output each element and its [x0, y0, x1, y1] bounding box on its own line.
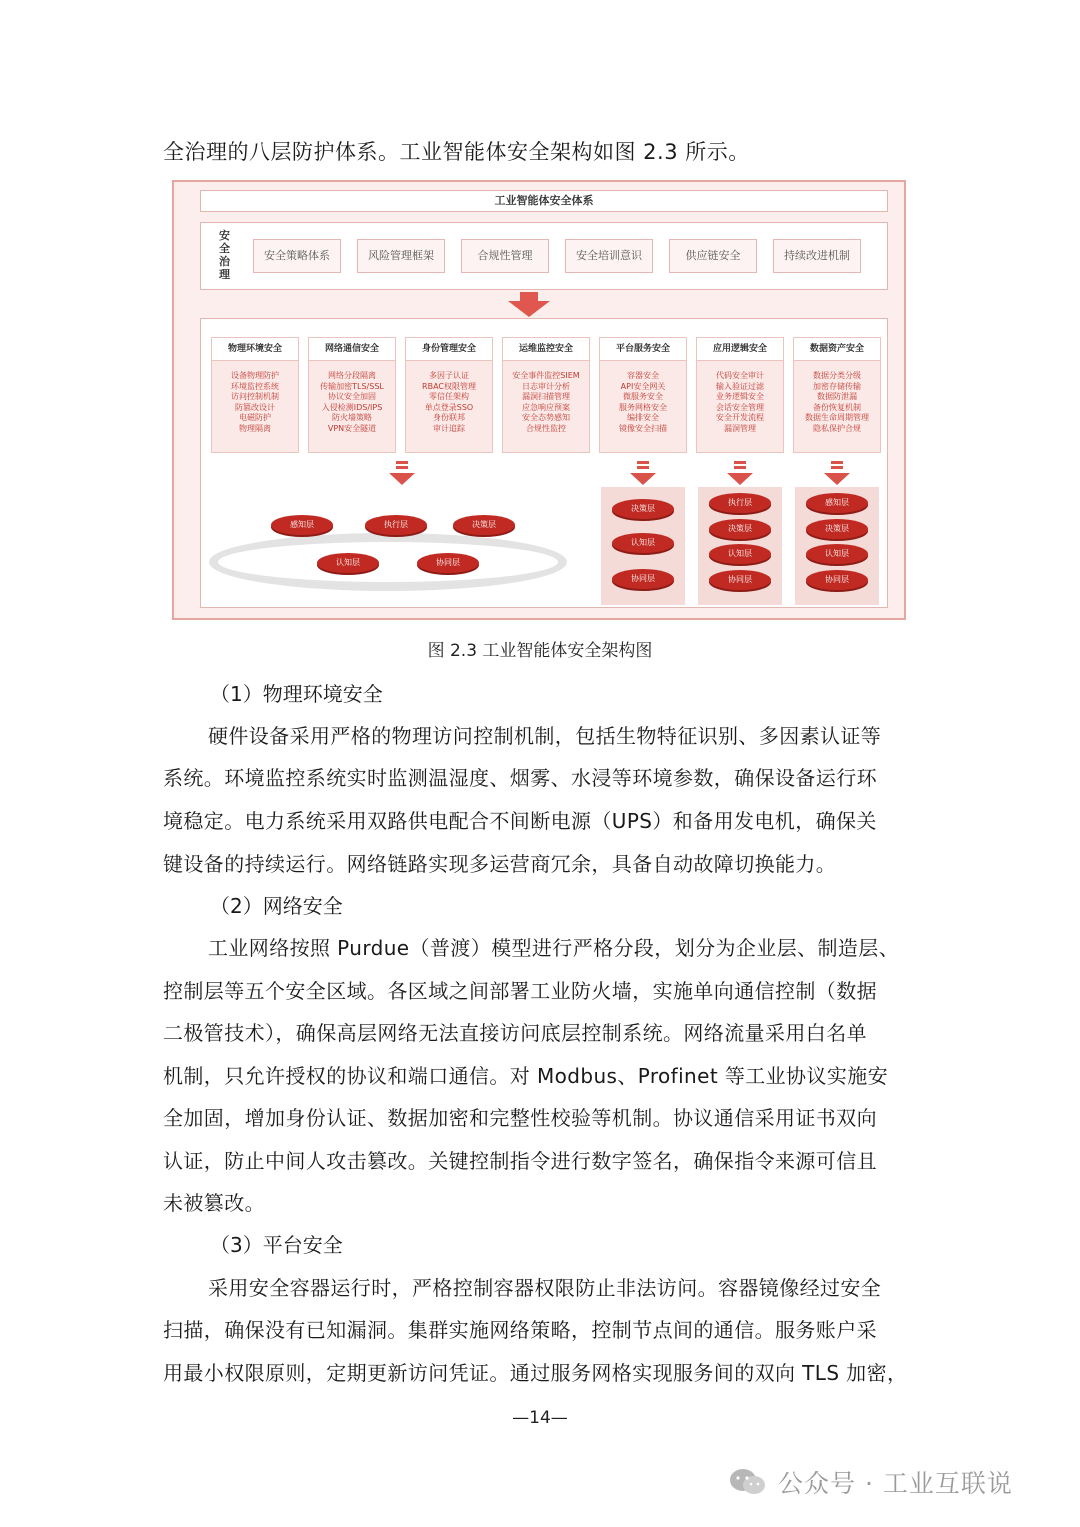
down-arrow-icon	[824, 461, 850, 487]
paragraph-line: 系统。环境监控系统实时监测温湿度、烟雾、水浸等环境参数，确保设备运行环	[163, 766, 877, 790]
paragraph-line: 键设备的持续运行。网络链路实现多运营商冗余，具备自动故障切换能力。	[163, 852, 837, 876]
layer-line: 协议安全加固	[328, 392, 376, 401]
layer-title: 应用逻辑安全	[697, 338, 783, 361]
intro-line: 全治理的八层防护体系。工业智能体安全架构如图 2.3 所示。	[163, 140, 750, 164]
agent-layer-pill: 协同层	[709, 570, 771, 590]
layer-line: 身份联邦	[433, 413, 465, 422]
layer-line: 入侵检测IDS/IPS	[321, 402, 383, 412]
layer-column-operations	[502, 337, 590, 453]
layer-line: 应急响应预案	[522, 402, 570, 412]
layer-line: 会话安全管理	[716, 402, 764, 412]
paragraph-line: 硬件设备采用严格的物理访问控制机制，包括生物特征识别、多因素认证等	[208, 724, 882, 748]
layer-title: 数据资产安全	[794, 338, 880, 361]
governance-item: 安全策略体系	[253, 239, 341, 273]
layer-title: 物理环境安全	[212, 338, 298, 361]
layer-line: 业务逻辑安全	[716, 392, 764, 401]
layer-line: 日志审计分析	[522, 381, 570, 391]
agent-layer-pill: 协同层	[417, 553, 479, 573]
layer-line: RBAC权限管理	[422, 381, 476, 391]
layer-line: 备份恢复机制	[813, 402, 861, 412]
layer-line: 微服务安全	[623, 392, 663, 401]
layer-column-application	[696, 337, 784, 453]
governance-item: 持续改进机制	[773, 239, 861, 273]
layer-line: 镜像安全扫描	[619, 423, 667, 433]
layers-box	[200, 318, 888, 608]
layer-line: 审计追踪	[433, 423, 465, 433]
agent-layer-pill: 决策层	[709, 519, 771, 539]
agent-layer-pill: 协同层	[806, 570, 868, 590]
layer-column-identity	[405, 337, 493, 453]
agent-layer-pill: 决策层	[806, 519, 868, 539]
section-heading: （2）网络安全	[210, 894, 343, 918]
section-heading: （1）物理环境安全	[210, 682, 383, 706]
layer-title: 平台服务安全	[600, 338, 686, 361]
figure-caption: 图 2.3 工业智能体安全架构图	[427, 641, 653, 661]
governance-box	[200, 222, 888, 290]
agent-layer-pill: 执行层	[709, 493, 771, 513]
governance-items	[253, 239, 861, 273]
layer-line: 单点登录SSO	[424, 402, 474, 412]
layer-line: 安全态势感知	[522, 413, 570, 422]
layer-line: 网络分段隔离	[328, 371, 376, 380]
layer-line: 访问控制机制	[231, 392, 279, 401]
layer-line: 容器安全	[627, 371, 659, 380]
paragraph-line: 全加固，增加身份认证、数据加密和完整性校验等机制。协议通信采用证书双向	[163, 1106, 877, 1130]
section-heading: （3）平台安全	[210, 1233, 343, 1257]
layer-line: 防篡改设计	[235, 402, 275, 412]
paragraph-line: 机制，只允许授权的协议和端口通信。对 Modbus、Profinet 等工业协议实施安	[163, 1064, 889, 1088]
layer-title: 运维监控安全	[503, 338, 589, 361]
paragraph-line: 采用安全容器运行时，严格控制容器权限防止非法访问。容器镜像经过安全	[208, 1276, 882, 1300]
layer-column-platform	[599, 337, 687, 453]
agent-layer-pill: 感知层	[271, 515, 333, 535]
agent-layer-pill: 决策层	[612, 499, 674, 519]
paragraph-line: 扫描，确保没有已知漏洞。集群实施网络策略，控制节点间的通信。服务账户采	[163, 1318, 877, 1342]
paragraph-line: 二极管技术），确保高层网络无法直接访问底层控制系统。网络流量采用白名单	[163, 1021, 867, 1045]
layer-line: 物理隔离	[239, 423, 271, 433]
layer-line: 编排安全	[627, 413, 659, 422]
agent-layer-pill: 认知层	[612, 533, 674, 553]
paragraph-line: 工业网络按照 Purdue（普渡）模型进行严格分段，划分为企业层、制造层、	[208, 936, 900, 960]
layer-line: 防火墙策略	[332, 413, 372, 422]
down-arrow-icon	[727, 461, 753, 487]
layer-column-physical	[211, 337, 299, 453]
layer-line: 代码安全审计	[716, 371, 764, 380]
layer-title: 网络通信安全	[309, 338, 395, 361]
agent-layer-ring	[209, 533, 567, 591]
layer-column-data	[793, 337, 881, 453]
layer-line: VPN安全隧道	[327, 423, 377, 433]
layer-line: 数据分类分级	[813, 371, 861, 380]
wechat-icon	[728, 1467, 768, 1497]
down-arrow-head-icon	[508, 301, 550, 317]
paragraph-line: 控制层等五个安全区域。各区域之间部署工业防火墙，实施单向通信控制（数据	[163, 979, 877, 1003]
layer-line: 合规性监控	[526, 423, 566, 433]
watermark-text: 公众号 · 工业互联说	[778, 1469, 1013, 1498]
layer-line: 数据防泄漏	[817, 392, 857, 401]
layer-line: 输入验证过滤	[716, 381, 764, 391]
layer-line: 多因子认证	[429, 371, 469, 380]
layer-line: 传输加密TLS/SSL	[320, 381, 384, 391]
paragraph-line: 认证，防止中间人攻击篡改。关键控制指令进行数字签名，确保指令来源可信且	[163, 1149, 877, 1173]
agent-layer-pill: 认知层	[317, 553, 379, 573]
layer-title: 身份管理安全	[406, 338, 492, 361]
agent-layer-pill: 感知层	[806, 493, 868, 513]
agent-layer-pill: 认知层	[709, 544, 771, 564]
governance-item: 供应链安全	[669, 239, 757, 273]
layer-column-network	[308, 337, 396, 453]
layer-line: 电磁防护	[239, 413, 271, 422]
layer-line: 漏洞管理	[724, 423, 756, 433]
paragraph-line: 用最小权限原则，定期更新访问凭证。通过服务网格实现服务间的双向 TLS 加密，	[163, 1361, 908, 1385]
agent-layer-pill: 执行层	[365, 515, 427, 535]
paragraph-line: 未被篡改。	[163, 1191, 265, 1215]
agent-layer-pill: 决策层	[453, 515, 515, 535]
architecture-figure	[172, 180, 906, 620]
figure-title: 工业智能体安全体系	[200, 190, 888, 212]
layer-line: 安全开发流程	[716, 413, 764, 422]
down-arrow-icon	[389, 461, 415, 487]
layer-line: 隐私保护合规	[813, 423, 861, 433]
governance-item: 风险管理框架	[357, 239, 445, 273]
watermark	[728, 1464, 1013, 1500]
governance-item: 安全培训意识	[565, 239, 653, 273]
layer-line: 加密存储传输	[813, 381, 861, 391]
layer-line: 服务网格安全	[619, 402, 667, 412]
layer-line: 设备物理防护	[231, 371, 279, 380]
layer-line: 数据生命周期管理	[805, 413, 869, 422]
layer-line: 漏洞扫描管理	[522, 392, 570, 401]
layer-line: 零信任架构	[429, 392, 469, 401]
down-arrow-icon	[630, 461, 656, 487]
agent-layer-pill: 协同层	[612, 569, 674, 589]
layer-line: 环境监控系统	[231, 381, 279, 391]
layer-line: 安全事件监控SIEM	[512, 371, 580, 380]
page-number: —14—	[512, 1408, 568, 1428]
agent-layer-pill: 认知层	[806, 544, 868, 564]
paragraph-line: 境稳定。电力系统采用双路供电配合不间断电源（UPS）和备用发电机，确保关	[163, 809, 877, 833]
layer-line: API安全网关	[620, 381, 666, 391]
governance-item: 合规性管理	[461, 239, 549, 273]
governance-label: 安全治理	[219, 229, 230, 281]
